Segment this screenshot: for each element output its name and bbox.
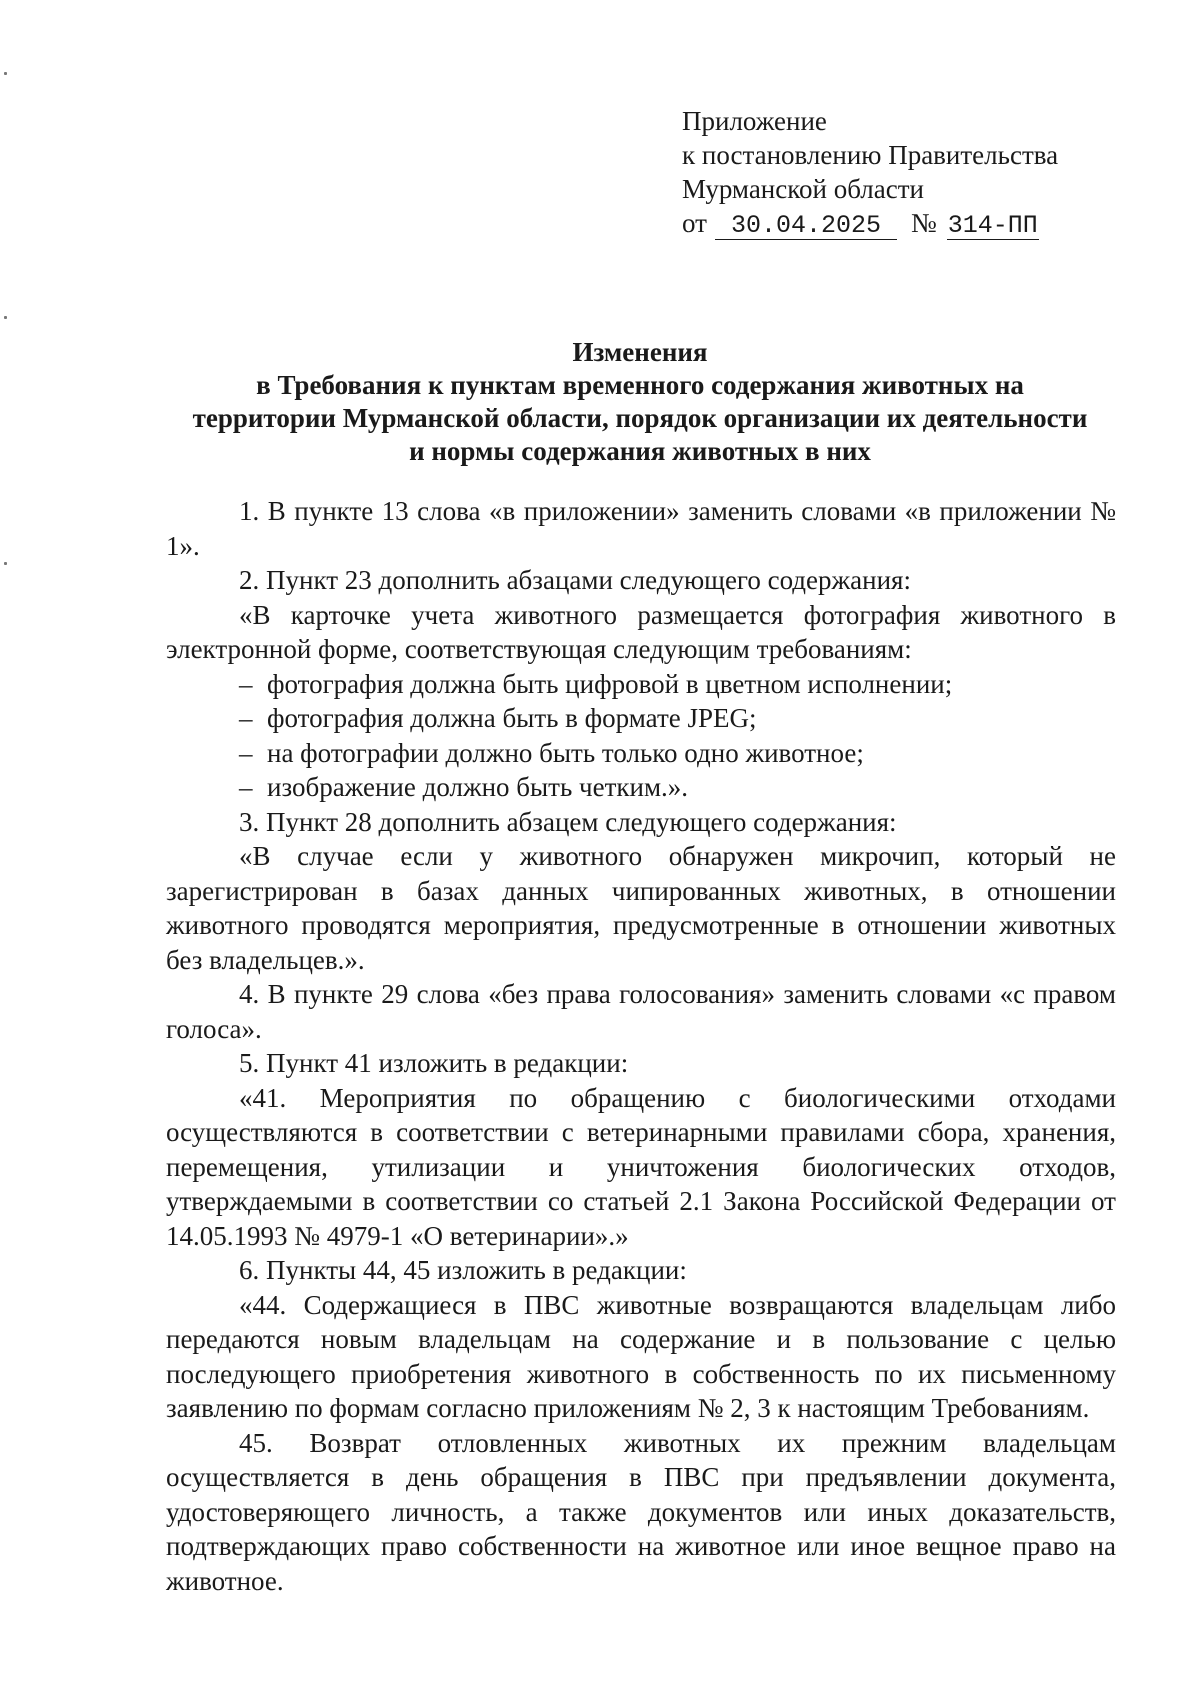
body-paragraph: 6. Пункты 44, 45 изложить в редакции: [239,1255,687,1285]
body-paragraph: 45. Возврат отловленных животных их прежним владельцам осуществляется в день обращения в ПВС при предъявлении документа, удостоверяющего личность, а также документов или иных доказательств, подтверждающих право собственности на животное или иное вещное право на животное. [166,1427,1116,1596]
dash-mark: – [239,703,253,733]
scan-mark [4,72,7,75]
dash-list-item [166,736,1116,771]
title-line: в Требования к пунктам временного содержания животных на [256,370,1024,400]
body-paragraph: «44. Содержащиеся в ПВС животные возвращаются владельцам либо передаются новым владельцам на содержание и в пользование с целью последующего приобретения животного в собственность по их письменному заявлению по формам согласно приложениям № 2, 3 к настоящим Требованиям. [166,1289,1116,1423]
body-paragraph: «В карточке учета животного размещается фотография животного в электронной форме, соответствующая следующим требованиям: [166,599,1116,664]
approval-line: Приложение [682,106,827,136]
dash-mark: – [239,737,253,768]
scan-mark [4,316,7,319]
dash-mark: – [239,772,253,802]
scan-mark [4,562,7,565]
title-line: территории Мурманской области, порядок организации их деятельности [192,403,1088,433]
body-paragraph: 2. Пункт 23 дополнить абзацами следующего содержания: [239,565,911,595]
dash-list-item [166,770,1116,805]
number-sign: № [910,208,937,238]
date-prefix: от [682,208,707,238]
body-paragraph: «41. Мероприятия по обращению с биологическими отходами осуществляются в соответствии с ветеринарными правилами сбора, хранения, перемещения, утилизации и уничтожения биологических отходов, утверждаемыми в соответствии со статьей 2.1 Закона Российской Федерации от 14.05.1993 № 4979-1 «О ветеринарии».» [166,1082,1116,1251]
approval-line: Мурманской области [682,174,924,204]
dash-list-item [166,701,1116,736]
dash-item-text: на фотографии должно быть только одно животное; [267,737,864,768]
dash-item-text: фотография должна быть в формате JPEG; [267,703,757,733]
body-paragraph: 3. Пункт 28 дополнить абзацем следующего содержания: [239,806,897,837]
body-paragraph: 1. В пункте 13 слова «в приложении» заменить словами «в приложении № 1». [166,496,1116,561]
dash-item-text: фотография должна быть цифровой в цветном исполнении; [267,668,953,699]
number-stamp: 314-ПП [947,211,1038,240]
approval-date-line [682,206,1122,240]
document-body [166,494,1116,1598]
approval-line: к постановлению Правительства [682,140,1059,170]
title-line: и нормы содержания животных в них [409,436,871,466]
body-paragraph: «В случае если у животного обнаружен микрочип, который не зарегистрирован в базах данных чипированных животных, в отношении животного проводятся мероприятия, предусмотренные в отношении животных без владельцев.». [166,841,1116,975]
body-paragraph: 4. В пункте 29 слова «без права голосования» заменить словами «с правом голоса». [166,979,1116,1044]
approval-block [682,104,1122,240]
dash-item-text: изображение должно быть четким.». [267,772,689,802]
dash-list-item [166,667,1116,702]
dash-mark: – [239,668,253,699]
title-heading: Изменения [572,337,708,367]
document-title [150,336,1130,468]
body-paragraph: 5. Пункт 41 изложить в редакции: [239,1048,629,1078]
date-stamp: 30.04.2025 [715,213,897,240]
